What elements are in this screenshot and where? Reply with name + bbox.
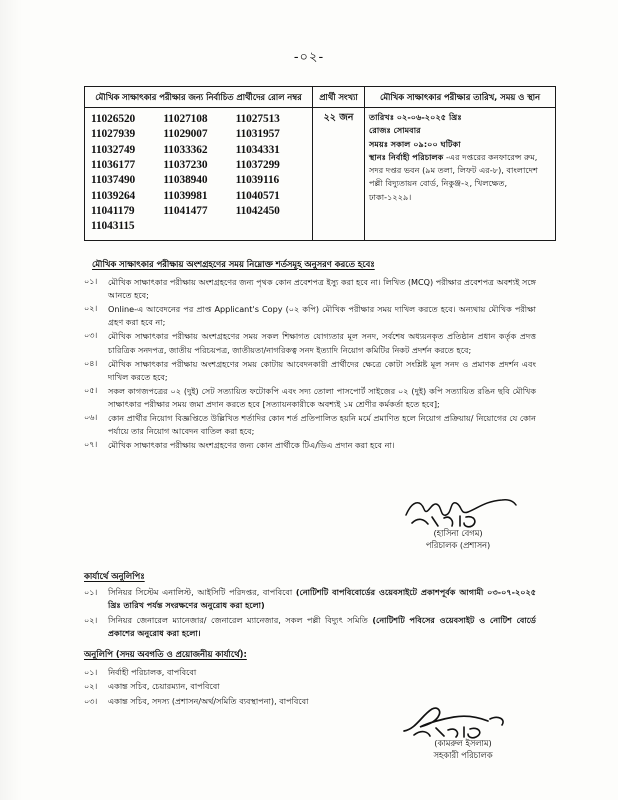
venue-cell [365,108,556,241]
roll-number: 11041477 [163,204,208,217]
distribution-number: ০২। [84,615,98,625]
venue-place-line [369,152,538,202]
venue-time-label: সময়ঃ [369,138,389,149]
distribution-text-plain: নির্বাহী পরিচালক, বাপবিবো [108,667,197,677]
roll-number: 11043115 [91,220,135,233]
roll-number: 11037230 [163,159,208,171]
distribution-text-plain: সিনিয়র জেনারেল ম্যানেজার/ জেনারেল ম্যানেজার, সকল পল্লী বিদ্যুৎ সমিতি [108,614,373,625]
primary-signature-block [378,495,538,553]
table-body-row [85,108,556,241]
roll-number: 11026520 [91,113,136,126]
conditions-heading: মৌখিক সাক্ষাৎকার পরীক্ষায় অংশগ্রহণের সময় নিম্নোক্ত শর্তসমূহ অনুসরণ করতে হবেঃ [92,259,375,269]
distribution-item [84,666,536,679]
primary-signatory-name: (হাসিনা বেগম) [433,528,483,538]
roll-number: 11039264 [91,189,136,202]
condition-item [84,439,536,452]
venue-place-label: স্থানঃ [369,151,387,162]
condition-item [84,412,536,438]
distribution-info-list [84,666,536,709]
distribution-number: ০১। [84,668,98,677]
condition-number: ০৭। [84,440,98,450]
condition-text: Online-এ আবেদনের পর প্রাপ্ত Applicant's Copy (০২ কপি) মৌখিক পরীক্ষার সময় দাখিল করতে হবে। অন্যথায় মৌখিক পরীক্ষা গ্রহণ করা হবে না; [108,304,536,328]
roll-number: 11029007 [163,128,208,141]
condition-number: ০১। [84,277,98,286]
distribution-action-list [84,586,536,642]
page-number: -০২- [293,50,325,65]
condition-number: ০৪। [84,358,98,368]
roll-number: 11039116 [235,174,280,187]
roll-number: 11027939 [91,128,136,141]
signature-mark-secondary [378,705,548,739]
roll-number: 11041179 [91,204,135,217]
secondary-signatory-name: (কামরুল ইসলাম) [434,738,492,748]
roll-numbers-cell [85,108,313,241]
roll-number: 11038940 [163,174,208,187]
roll-number: 11037490 [91,174,136,187]
distribution-text [108,614,536,641]
condition-number: ০৫। [84,385,98,395]
condition-item [84,303,536,329]
venue-time-value: সকাল ০৯:০০ ঘটিকা [390,138,461,149]
condition-item [84,330,536,356]
candidate-count-cell: ২২ জন [313,108,365,241]
condition-item [84,358,536,384]
roll-number: 11037299 [235,159,280,171]
distribution-number: ০৩। [84,696,98,706]
roll-number: 11027513 [235,113,280,126]
venue-date-line [369,111,551,124]
condition-text: মৌখিক সাক্ষাৎকার পরীক্ষায় অংশগ্রহণের জন্য পৃথক কোন প্রবেশপত্র ইস্যু করা হবে না। লিখিত (MCQ) পরীক্ষার প্রবেশপত্র অবশ্যই সঙ্গে আনতে হবে; [108,277,536,301]
roll-number: 11034331 [235,143,280,156]
distribution-text-emphasis: (নোটিশটি পবিসের ওয়েবসাইট ও নোটিশ বোর্ডে প্রকাশের অনুরোধ করা হলো। [108,614,536,639]
secondary-signatory-title: সহকারী পরিচালক [433,750,493,761]
distribution-number: ০২। [84,682,98,692]
signature-mark-primary [378,495,538,529]
distribution-text [108,666,536,679]
header-roll-numbers: মৌখিক সাক্ষাৎকার পরীক্ষার জন্য নির্বাচিত প্রার্থীদের রোল নম্বর [85,87,313,108]
roll-number: 11042450 [235,204,280,217]
venue-place-office: নির্বাহী পরিচালক [388,151,444,162]
distribution-item [84,680,536,693]
condition-text: মৌখিক সাক্ষাৎকার পরীক্ষায় অংশগ্রহণের সময় কোটায় আবেদনকারী প্রার্থীদের ক্ষেত্রে কোটা সংশ্লিষ্ট মূল সনদ ও প্রমাণক প্রদর্শন এবং দাখিল করতে হবে; [108,358,536,382]
header-candidate-count: প্রার্থী সংখ্যা [313,87,365,108]
venue-date-label: তারিখঃ [369,112,395,123]
venue-day-label: রোজঃ [369,125,391,136]
table-header-row [85,87,556,108]
condition-text: কোন প্রার্থীর নিয়োগ বিজ্ঞপ্তিতে উল্লিখিত শর্তাদির কোন শর্ত প্রতিপালিত হয়নি মর্মে প্রমাণিত হলে নিয়োগ প্রক্রিয়ায়/ নিয়োগের যে কোন পর্যায়ে তার নিয়োগ আবেদন বাতিল করা হবে; [108,413,536,437]
candidates-table-wrapper [84,86,540,241]
header-date-time-venue: মৌখিক সাক্ষাৎকার পরীক্ষার তারিখ, সময় ও স্থান [365,87,556,108]
secondary-signature-block [378,705,548,763]
venue-time-line [369,138,551,151]
distribution-text-plain: সিনিয়র সিস্টেম এনালিস্ট, আইসিটি পরিদপ্তর, বাপবিবো [108,587,296,597]
distribution-item [84,614,536,641]
condition-number: ০২। [84,304,98,314]
distribution-number: ০১। [84,588,98,597]
distribution-text [108,680,536,693]
condition-text: সকল কাগজপত্রের ০২ (দুই) সেট সত্যায়িত ফটোকপি এবং সদ্য তোলা পাসপোর্ট সাইজের ০২ (দুই) কপি সত্যায়িত রঙিন ছবি মৌখিক সাক্ষাৎকার পরীক্ষার সময় জমা প্রদান করতে হবে [সত্যায়নকারীকে অবশ্যই ১ম শ্রেণীর কর্মকর্তা হতে হবে]; [108,385,536,409]
distribution-item [84,586,536,613]
distribution-action-heading: কার্যার্থে অনুলিপিঃ [84,571,145,581]
roll-numbers-grid [89,111,308,237]
roll-number: 11033362 [163,143,208,156]
condition-item [84,276,536,302]
condition-item [84,385,536,411]
roll-number: 11036177 [91,159,136,171]
venue-day-value: সোমবার [393,125,421,136]
roll-number: 11031957 [235,128,280,141]
roll-number: 11039981 [163,189,208,202]
venue-day-line [369,124,551,137]
distribution-info-heading: অনুলিপি (সদয় অবগতি ও প্রয়োজনীয় কার্যার্থে): [84,649,247,659]
venue-place-address: -এর দপ্তরের কনফারেন্স রুম, সদর দপ্তর ভবন (৯ম তলা, লিফট এর-৮), বাংলাদেশ পল্লী বিদ্যুতায়ন বোর্ড, নিকুঞ্জ-২, খিলক্ষেত, ঢাকা-১২২৯। [369,151,538,202]
distribution-text-emphasis: (নোটিশটি বাপবিবোর্ডের ওয়েবসাইটে প্রকাশপূর্বক আগামী ০৩-০৭-২০২৫ খ্রিঃ তারিখ পর্যন্ত সংরক্ষণের অনুরোধ করা হলো) [108,587,536,611]
distribution-text [108,586,536,613]
condition-text: মৌখিক সাক্ষাৎকার পরীক্ষায় অংশগ্রহণের সময় সকল শিক্ষাগত যোগ্যতার মূল সনদ, সর্বশেষ অধ্যয়নকৃত প্রতিষ্ঠান প্রধান কর্তৃক প্রদত্ত চারিত্রিক সনদপত্র, জাতীয় পরিচয়পত্র, জাতীয়তা/নাগরিকত্ব সনদ ইত্যাদি নিয়োগ কমিটির নিকট প্রদর্শন করতে হবে; [108,331,536,355]
condition-number: ০৩। [84,331,98,341]
conditions-list [84,276,536,453]
condition-number: ০৬। [84,413,98,423]
roll-number: 11040571 [235,189,280,202]
distribution-text-plain: একান্ত সচিব, সদস্য (প্রশাসন/অর্থ/সমিতি ব্যবস্থাপনা), বাপবিবো [108,695,309,706]
roll-number: 11032749 [91,143,136,156]
primary-signatory-title: পরিচালক (প্রশাসন) [425,540,491,551]
condition-text: মৌখিক সাক্ষাৎকার পরীক্ষায় অংশগ্রহণের জন্য কোন প্রার্থীকে টিএ/ডিএ প্রদান করা হবে না। [108,440,395,451]
distribution-text-plain: একান্ত সচিব, চেয়ারম্যান, বাপবিবো [108,681,220,692]
roll-number: 11027108 [163,113,208,126]
candidates-table [84,86,556,241]
venue-date-value: ০২-০৬-২০২৫ খ্রিঃ [396,112,462,123]
